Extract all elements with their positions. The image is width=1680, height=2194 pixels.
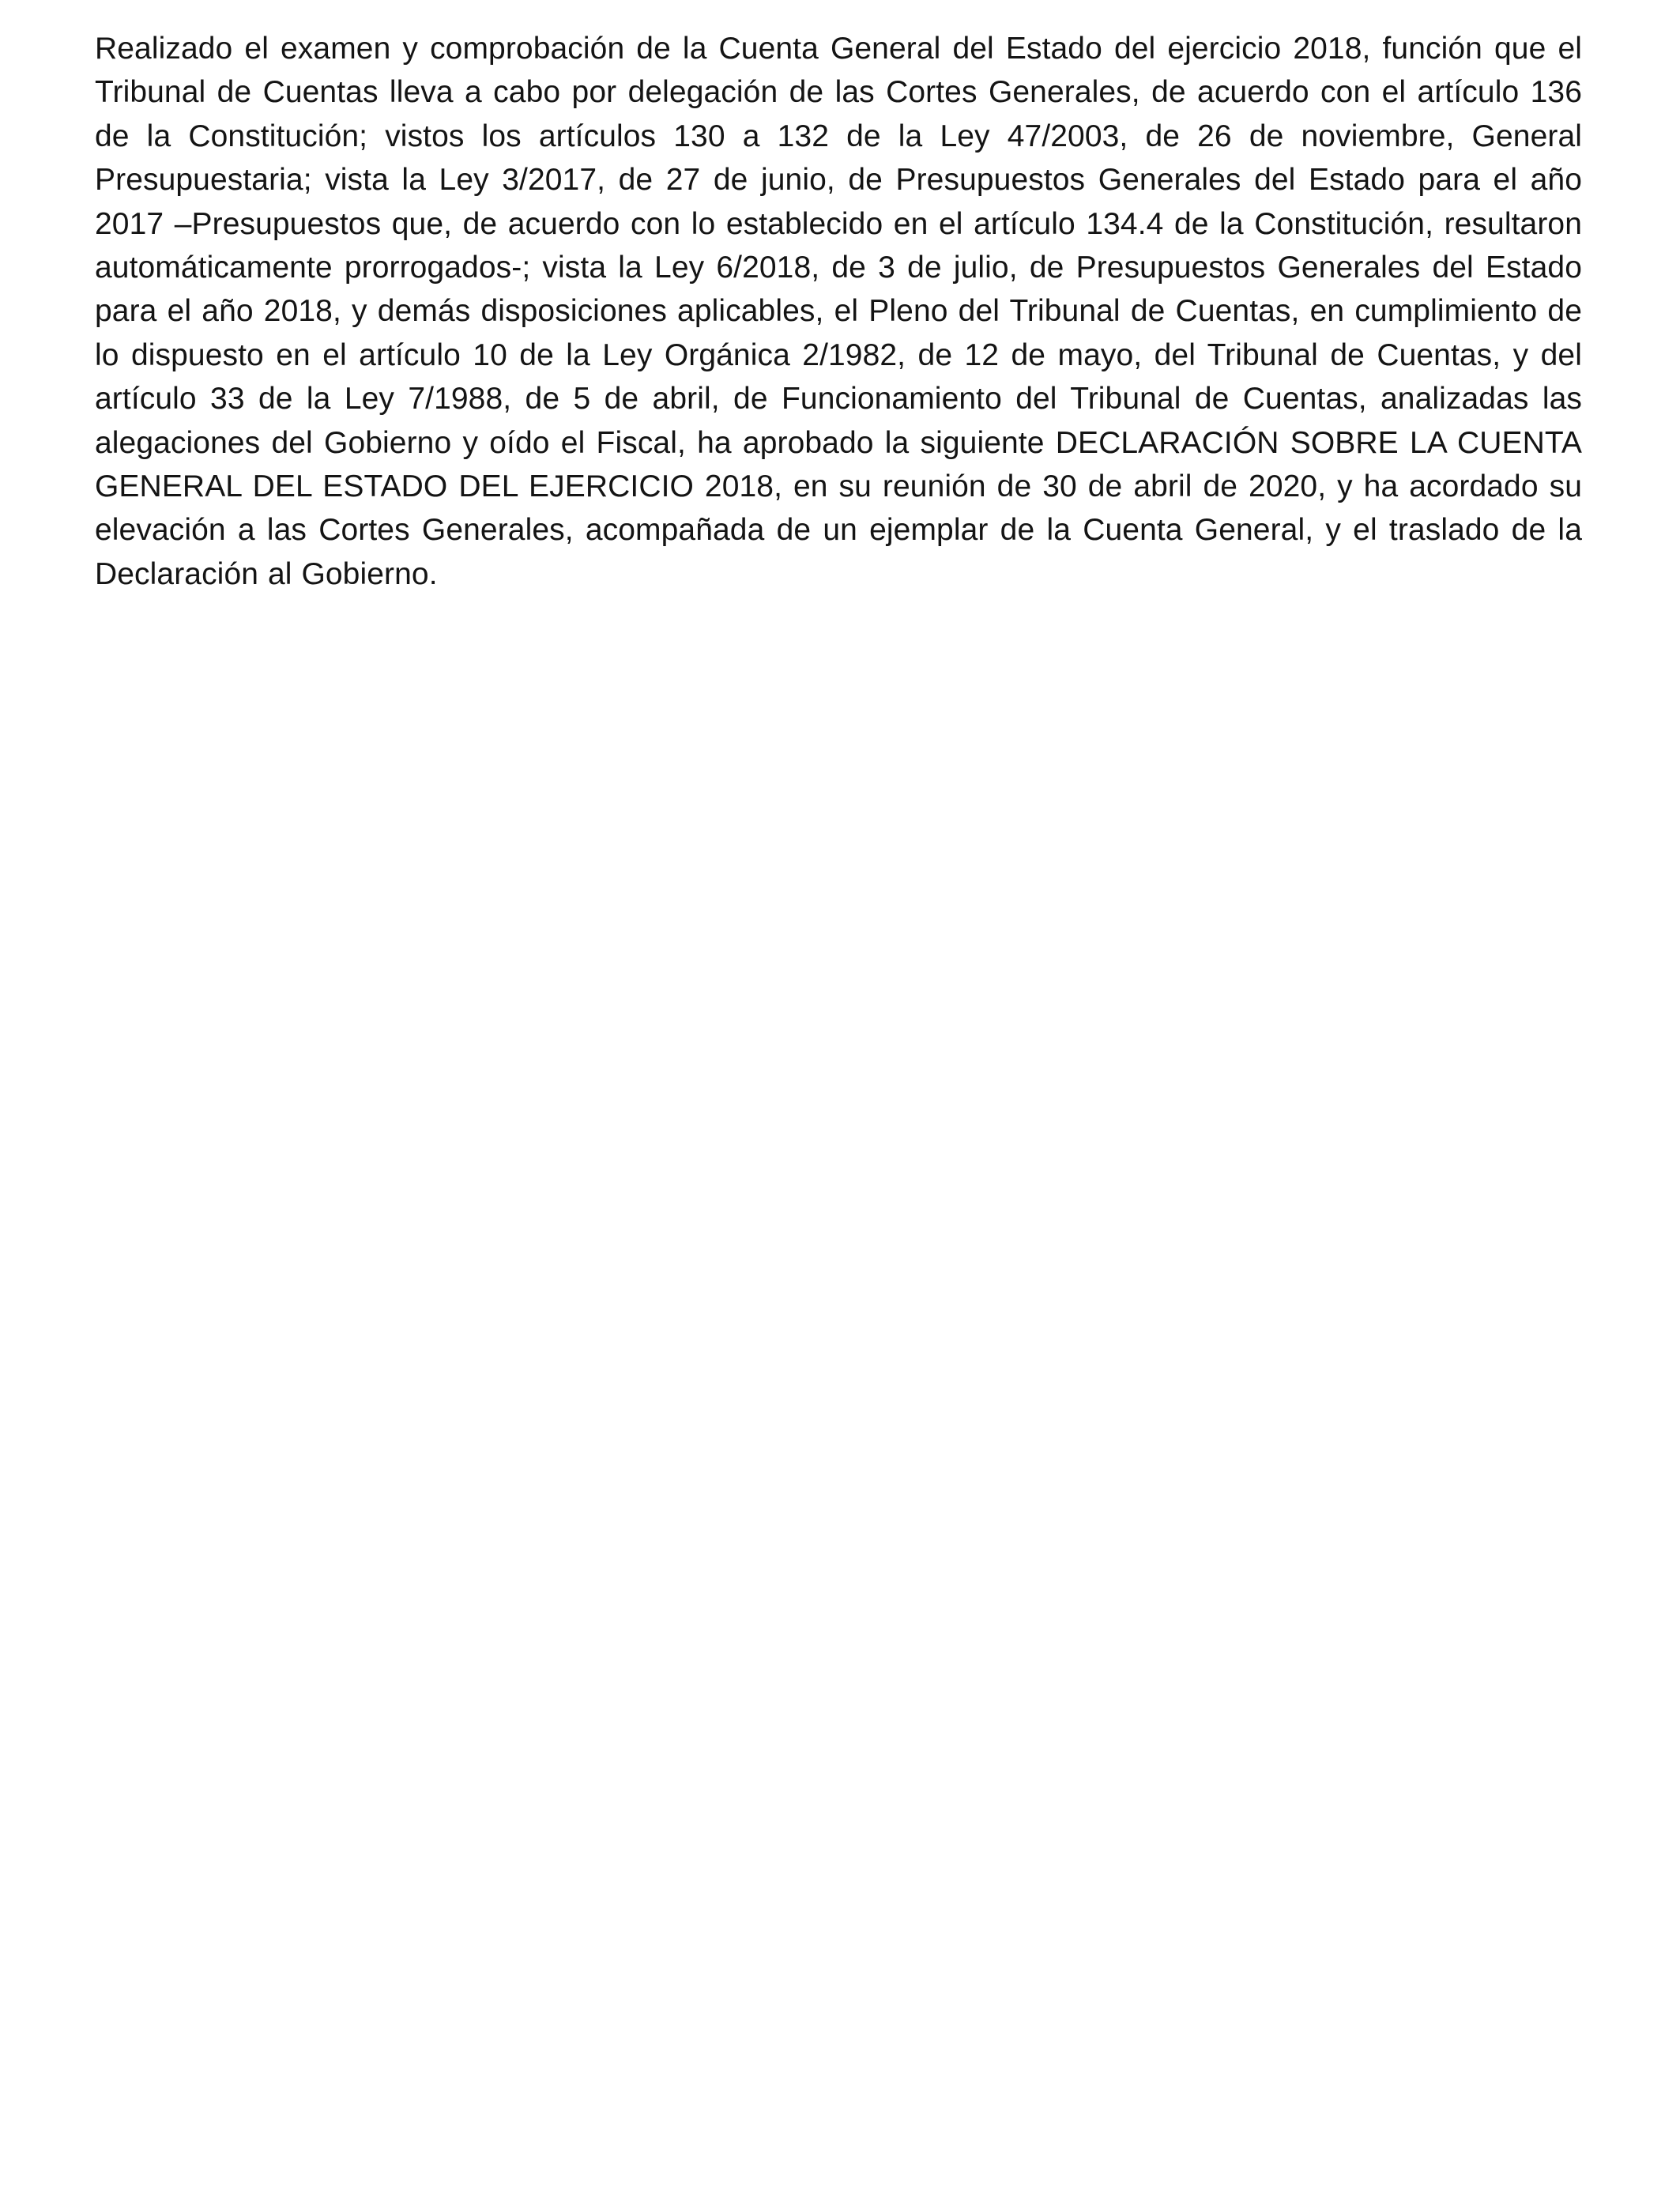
declaration-paragraph: Realizado el examen y comprobación de la Cuenta General del Estado del ejercicio 2018, función que el Tribunal de Cuentas lleva a cabo por delegación de las Cortes Generales, de acuerdo con el artículo 136 de la Constitución; vistos los artículos 130 a 132 de la Ley 47/2003, de 26 de noviembre, General Presupuestaria; vista la Ley 3/2017, de 27 de junio, de Presupuestos Generales del Estado para el año 2017 –Presupuestos que, de acuerdo con lo establecido en el artículo 134.4 de la Constitución, resultaron automáticamente prorrogados-; vista la Ley 6/2018, de 3 de julio, de Presupuestos Generales del Estado para el año 2018, y demás disposiciones aplicables, el Pleno del Tribunal de Cuentas, en cumplimiento de lo dispuesto en el artículo 10 de la Ley Orgánica 2/1982, de 12 de mayo, del Tribunal de Cuentas, y del artículo 33 de la Ley 7/1988, de 5 de abril, de Funcionamiento del Tribunal de Cuentas, analizadas las alegaciones del Gobierno y oído el Fiscal, ha aprobado la siguiente DECLARACIÓN SOBRE LA CUENTA GENERAL DEL ESTADO DEL EJERCICIO 2018, en su reunión de 30 de abril de 2020, y ha acordado su elevación a las Cortes Generales, acompañada de un ejemplar de la Cuenta General, y el traslado de la Declaración al Gobierno. bbox=[95, 32, 1582, 591]
